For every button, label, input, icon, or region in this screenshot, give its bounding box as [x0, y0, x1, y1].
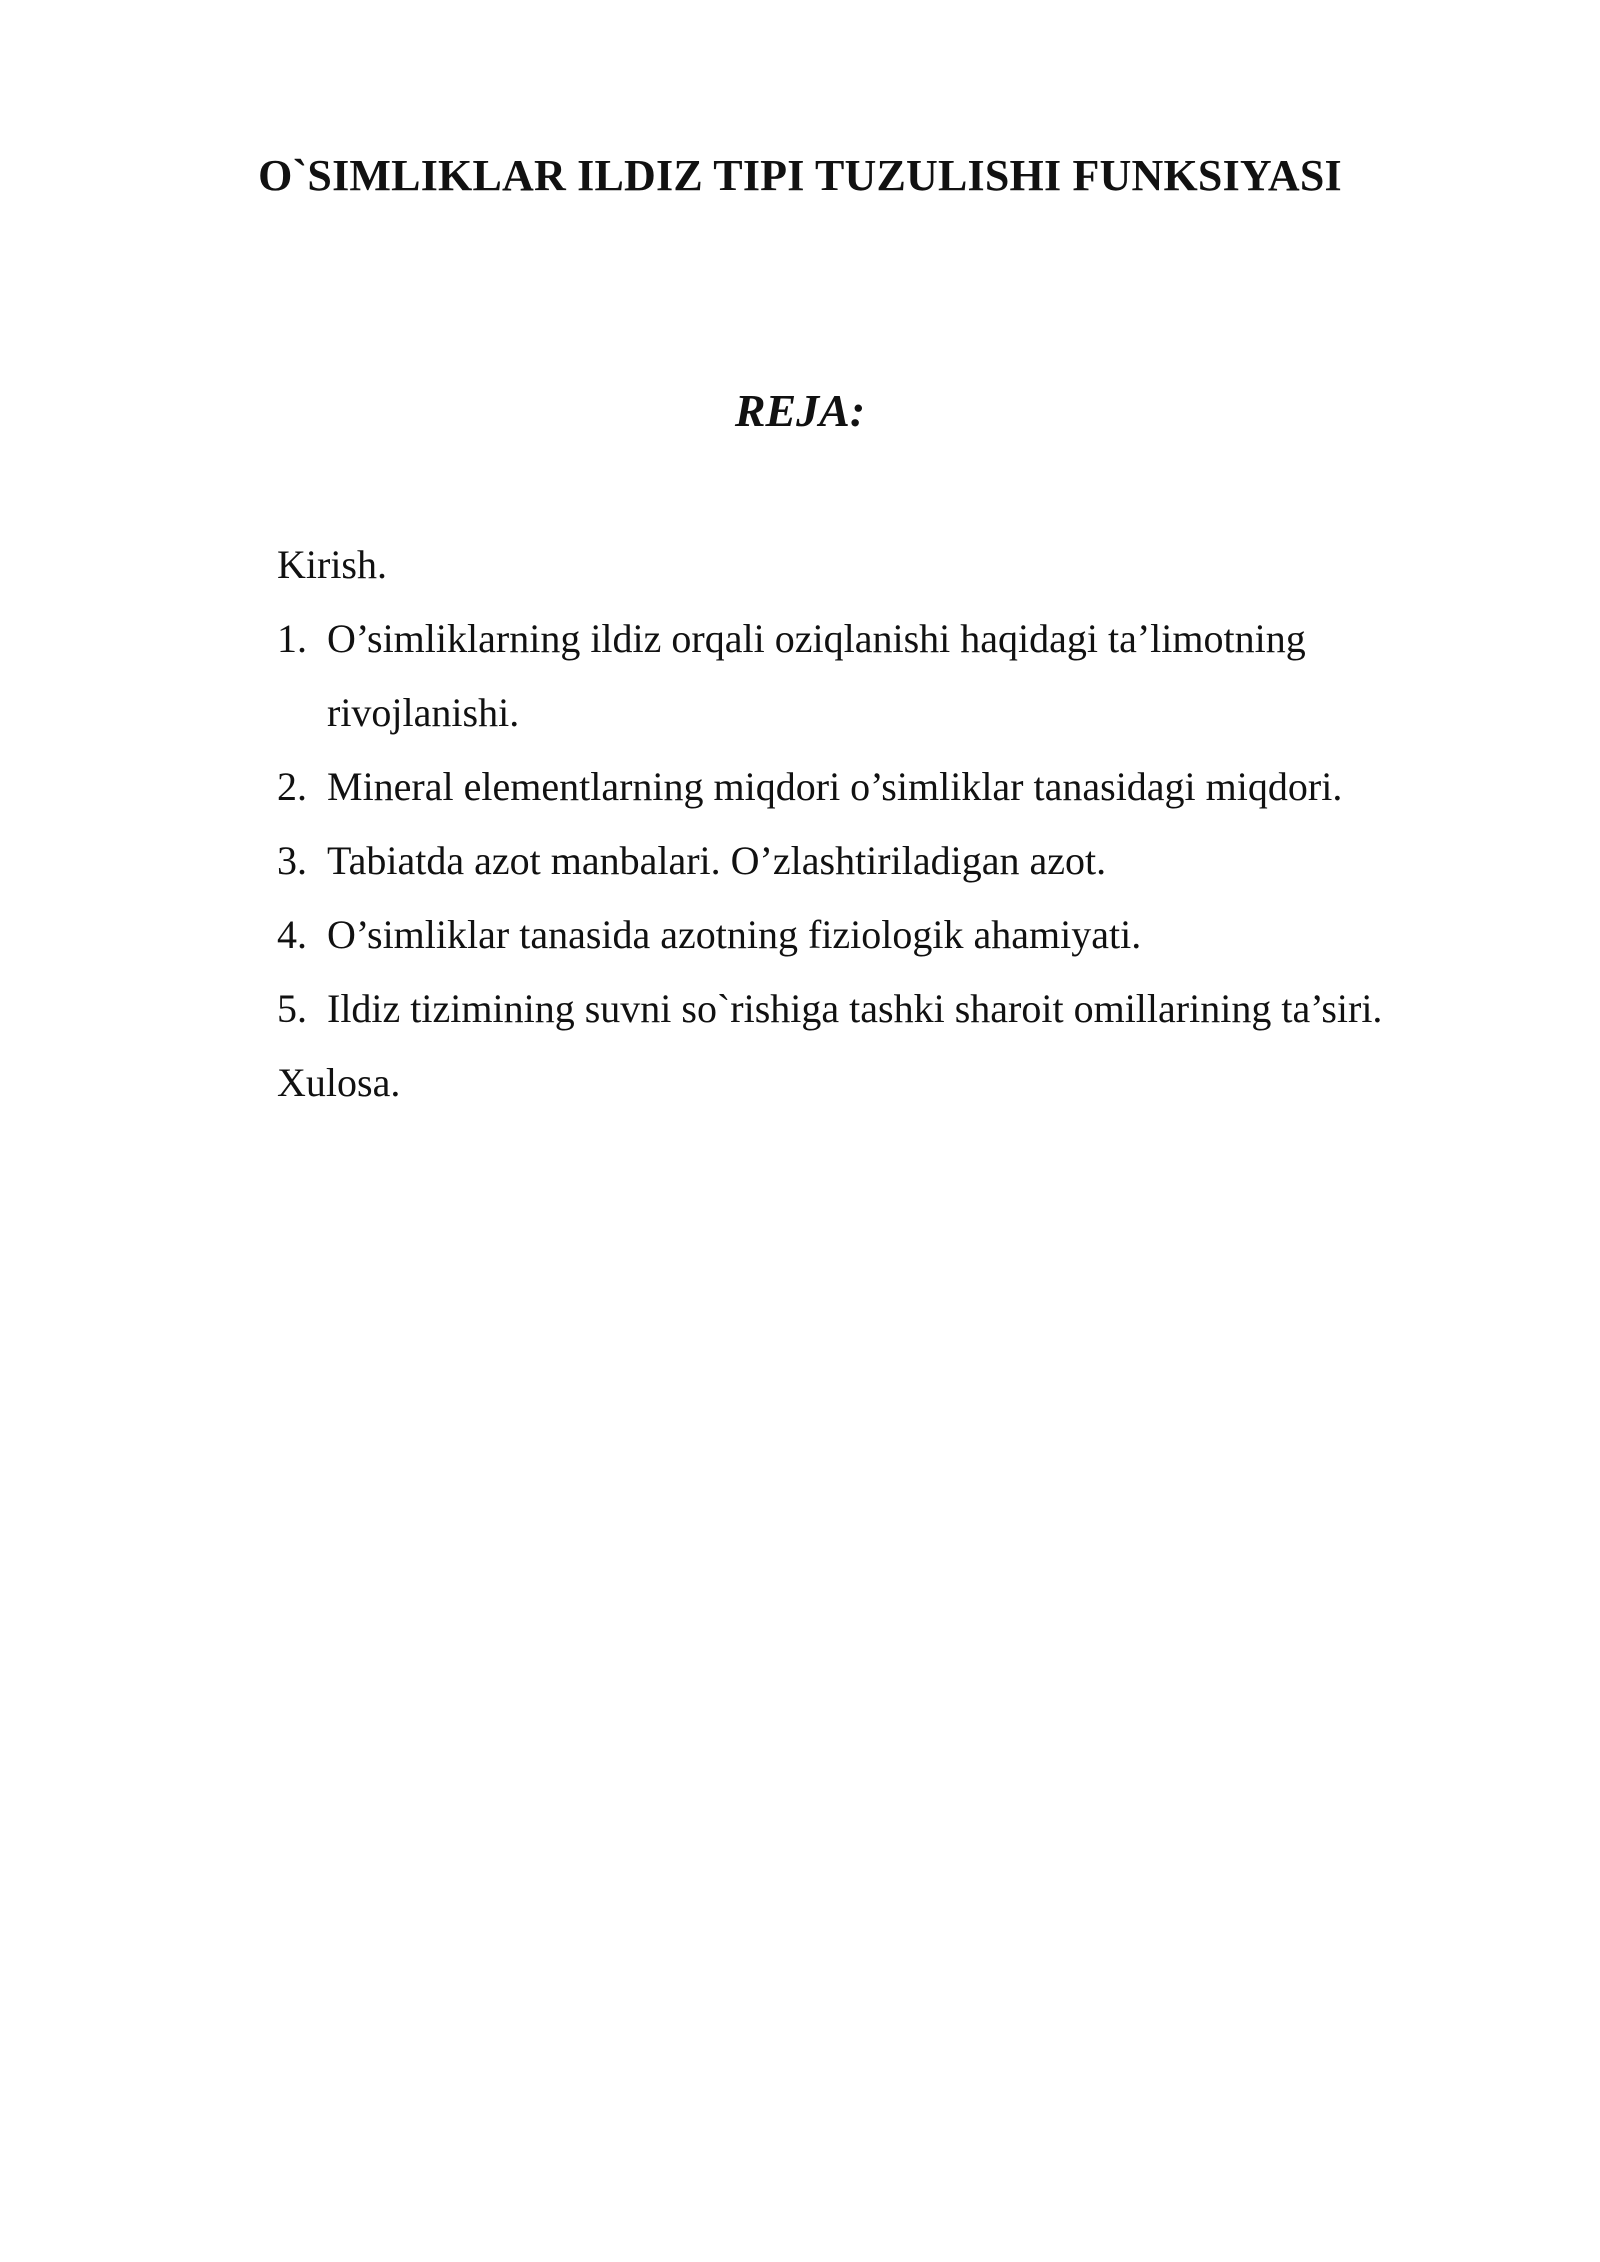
plan-item [277, 750, 1477, 824]
document-title: O`SIMLIKLAR ILDIZ TIPI TUZULISHI FUNKSIYASI [258, 151, 1342, 200]
plan-intro: Kirish. [277, 542, 387, 587]
plan-item [277, 602, 1477, 750]
plan-item [277, 898, 1477, 972]
plan-item-text: Ildiz tizimining suvni so`rishiga tashki sharoit omillarining ta’siri. [327, 986, 1383, 1031]
plan-item-text: Tabiatda azot manbalari. O’zlashtiriladigan azot. [327, 838, 1107, 883]
plan-item-number: 1. [277, 616, 307, 661]
plan-item-number: 3. [277, 838, 307, 883]
plan-outline [277, 528, 1477, 1120]
plan-item-number: 4. [277, 912, 307, 957]
plan-item [277, 972, 1477, 1046]
plan-conclusion: Xulosa. [277, 1060, 401, 1105]
plan-item-number: 2. [277, 764, 307, 809]
plan-item-text: Mineral elementlarning miqdori o’simliklar tanasidagi miqdori. [327, 764, 1343, 809]
plan-item-text: O’simliklarning ildiz orqali oziqlanishi haqidagi ta’limotning rivojlanishi. [327, 616, 1306, 735]
plan-item-number: 5. [277, 986, 307, 1031]
plan-heading: REJA: [734, 385, 866, 436]
plan-item-text: O’simliklar tanasida azotning fiziologik ahamiyati. [327, 912, 1142, 957]
plan-item [277, 824, 1477, 898]
plan-list [277, 602, 1477, 1046]
